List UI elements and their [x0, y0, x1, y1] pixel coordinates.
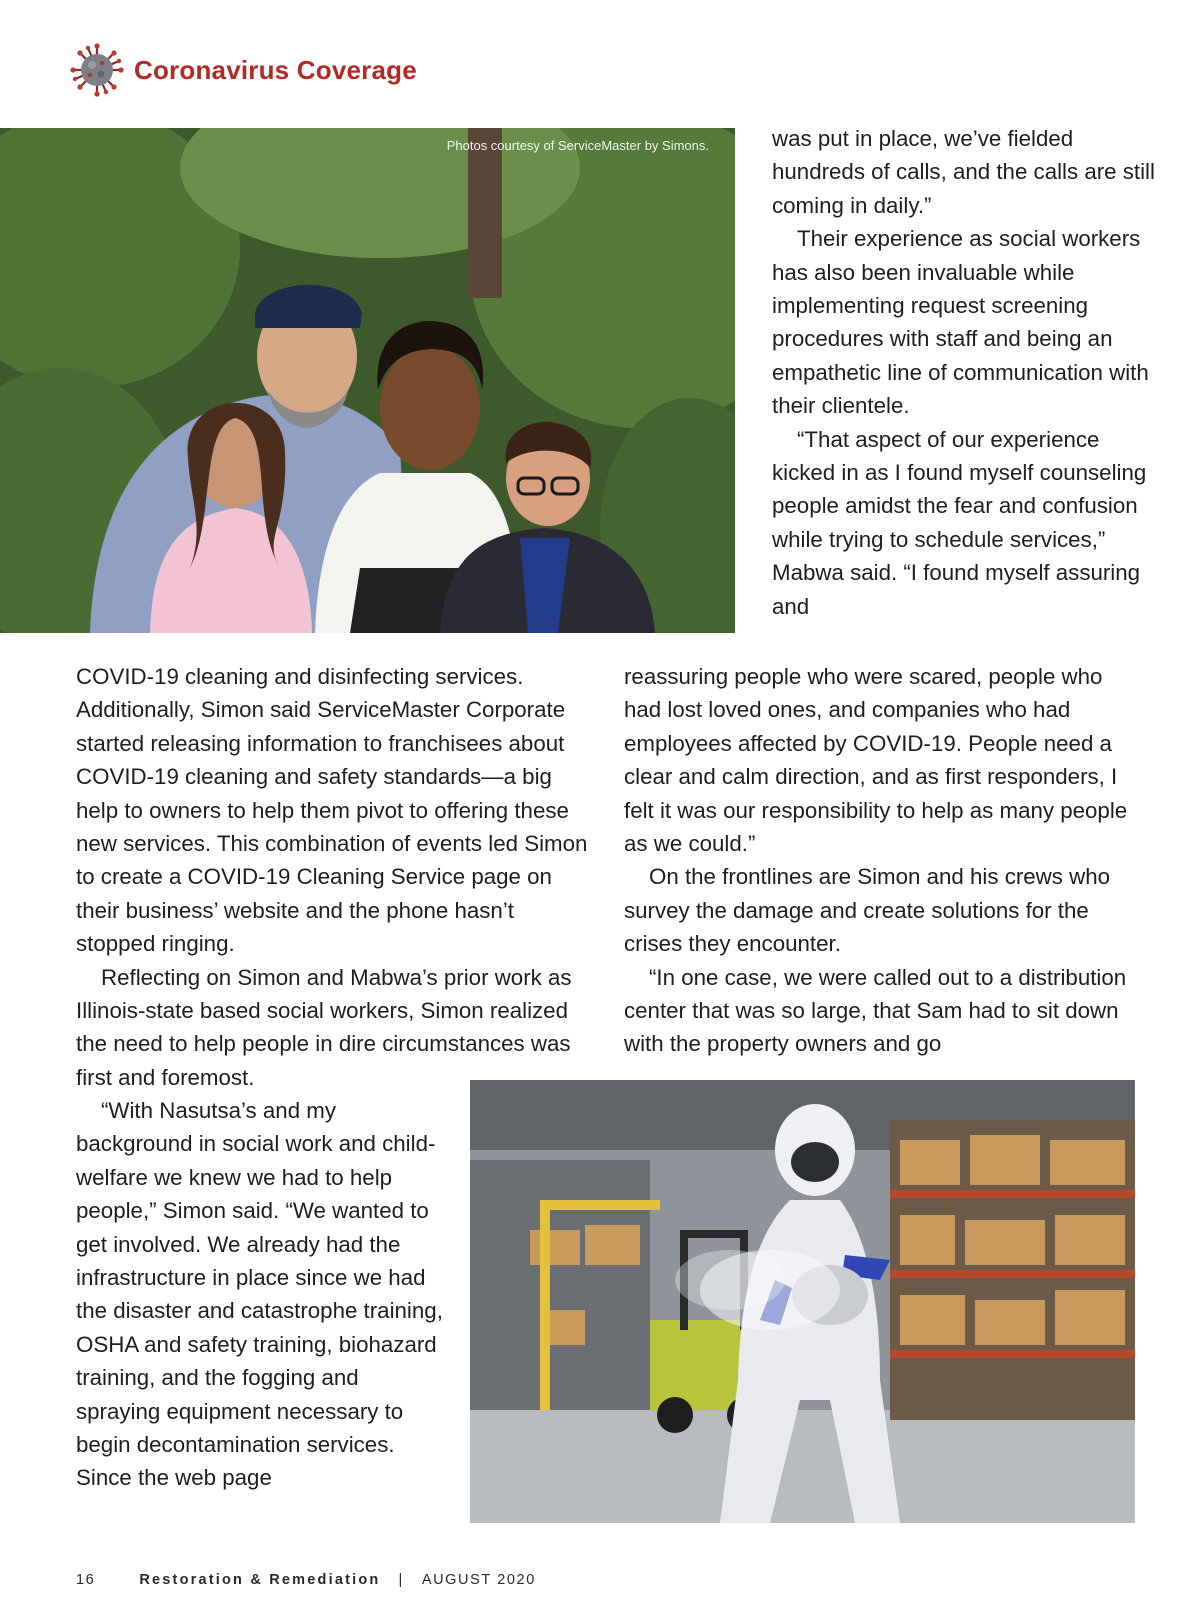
page-number: 16 [76, 1572, 96, 1588]
photo-credit: Photos courtesy of ServiceMaster by Simons. [446, 138, 709, 153]
coronavirus-icon [70, 43, 124, 97]
paragraph: was put in place, we’ve fielded hundreds of calls, and the calls are still coming in daily.” [772, 126, 1155, 218]
article-column-left [76, 660, 596, 1094]
family-photo [0, 128, 735, 633]
section-title: Coronavirus Coverage [134, 54, 417, 85]
paragraph: Their experience as social workers has also been invaluable while implementing request screening procedures with staff and being an empathetic line of communication with their clientele. [772, 226, 1149, 419]
paragraph: On the frontlines are Simon and his crews who survey the damage and create solutions for the crises they encounter. [624, 864, 1111, 957]
article-column-right-mid [624, 660, 1144, 1061]
paragraph: “With Nasutsa’s and my background in social work and child-welfare we knew we had to help people,” Simon said. “We wanted to get involved. We already had the infrastructure in place since we had the disaster and catastrophe training, OSHA and safety training, biohazard training, and the fogging and spraying equipment necessary to begin decontamination services. Since the web page [76, 1098, 443, 1491]
issue-date: AUGUST 2020 [421, 1572, 536, 1588]
page-footer [76, 1572, 536, 1588]
paragraph: reassuring people who were scared, people who had lost loved ones, and companies who had employees affected by COVID-19. People need a clear and calm direction, and as first responders, I felt it was our responsibility to help as many people as we could.” [624, 664, 1128, 857]
publication-name: Restoration & Remediation [139, 1572, 381, 1588]
paragraph: COVID-19 cleaning and disinfecting services. Additionally, Simon said ServiceMaster Corporate started releasing information to franchisees about COVID-19 cleaning and safety standards—a big help to owners to help them pivot to offering these new services. This combination of events led Simon to create a COVID-19 Cleaning Service page on their business’ website and the phone hasn’t stopped ringing. [76, 664, 588, 957]
paragraph: Reflecting on Simon and Mabwa’s prior work as Illinois-state based social workers, Simon realized the need to help people in dire circumstances was first and foremost. [76, 964, 572, 1090]
article-column-right-top [772, 122, 1162, 623]
paragraph: “In one case, we were called out to a distribution center that was so large, that Sam had to sit down with the property owners and go [624, 964, 1127, 1057]
footer-separator: | [398, 1572, 404, 1588]
article-column-left-narrow [76, 1094, 446, 1495]
section-header [70, 42, 417, 98]
warehouse-photo [470, 1080, 1135, 1523]
paragraph: “That aspect of our experience kicked in as I found myself counseling people amidst the fear and confusion while trying to schedule services,” Mabwa said. “I found myself assuring and [772, 426, 1147, 619]
